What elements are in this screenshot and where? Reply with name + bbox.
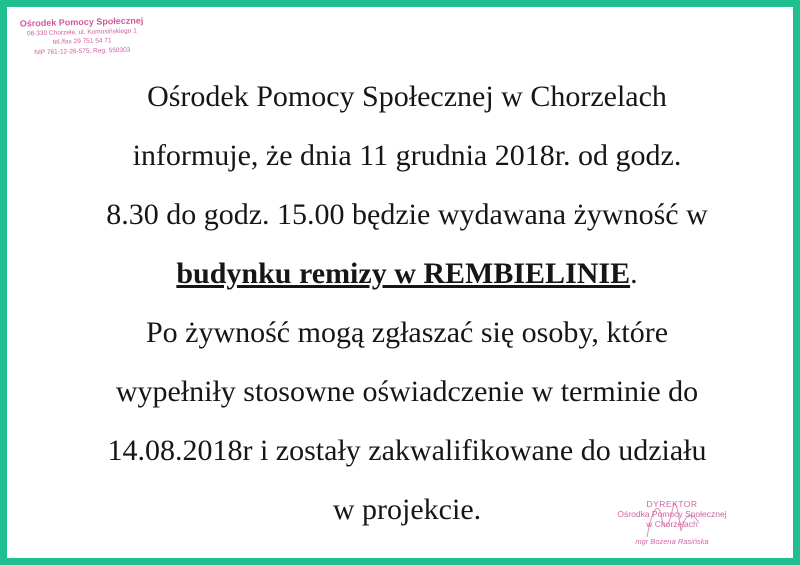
institution-stamp (16, 16, 149, 57)
stamp-phone: tel./fax 29 751 54 71 (52, 37, 112, 46)
location-period: . (630, 257, 638, 290)
stamp-institution: Ośrodka Pomocy Społecznej (617, 509, 727, 519)
director-stamp (587, 499, 757, 547)
location-emphasis: budynku remizy w REMBIELINIE (176, 257, 631, 290)
notice-line-2: informuje, że dnia 11 grudnia 2018r. od godz. (132, 139, 682, 172)
stamp-town: w Chorzelach (646, 519, 698, 529)
stamp-address: 06-330 Chorzele, ul. Komosińskiego 1 (26, 27, 137, 37)
stamp-registration: NIP 761-12-26-575, Reg. 550303 (34, 46, 131, 56)
notice-line-1: Ośrodek Pomocy Społecznej w Chorzelach (147, 80, 667, 113)
notice-line-7: 14.08.2018r i zostały zakwalifikowane do udziału (107, 434, 707, 467)
stamp-role: DYREKTOR (646, 499, 698, 509)
notice-line-8: w projekcie. (332, 493, 482, 526)
notice-line-3: 8.30 do godz. 15.00 będzie wydawana żywność w (106, 198, 708, 231)
signature-mark (629, 497, 719, 541)
stamp-director-name: mgr Bożena Rasińska (635, 537, 709, 546)
stamp-title: Ośrodek Pomocy Społecznej (19, 15, 144, 29)
notice-line-5: Po żywność mogą zgłaszać się osoby, które (145, 316, 669, 349)
notice-line-6: wypełniły stosowne oświadczenie w terminie do (115, 375, 699, 408)
notice-line-4 (27, 244, 787, 303)
notice-text (27, 67, 787, 539)
